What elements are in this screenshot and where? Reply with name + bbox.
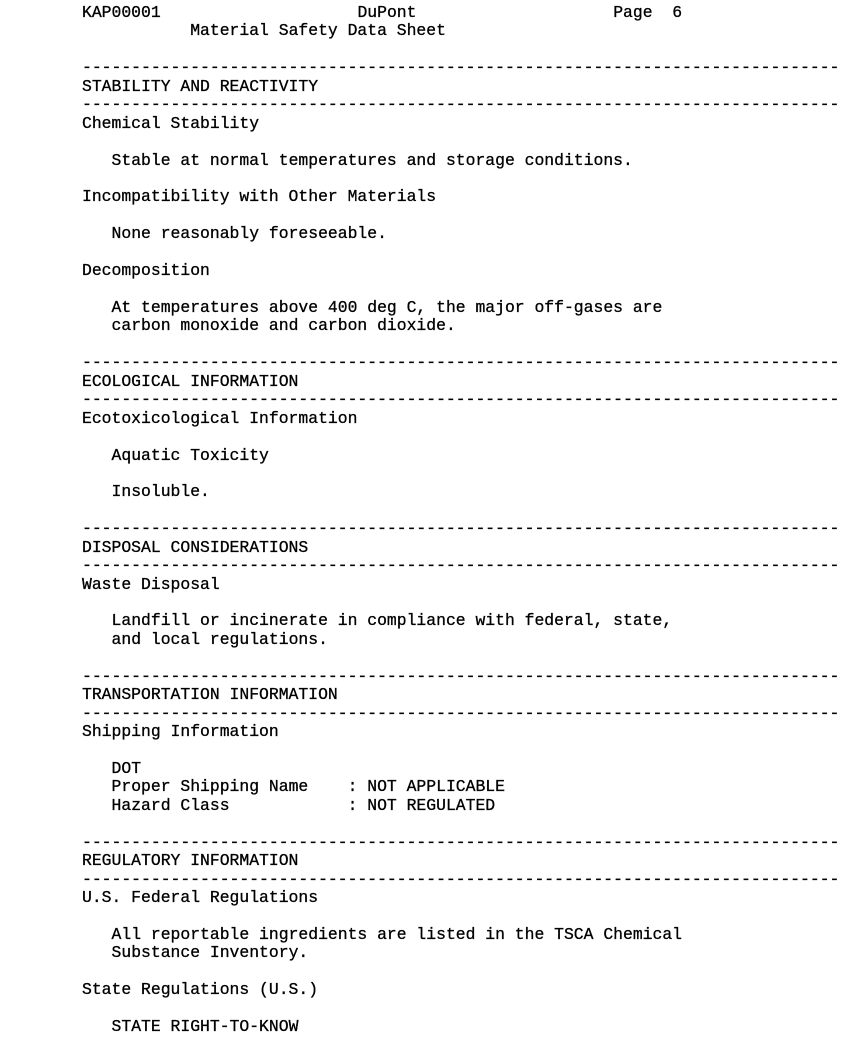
subheading-decomposition: Decomposition	[82, 261, 210, 281]
page-header-line	[82, 4, 839, 22]
body-text: Hazard Class : NOT REGULATED	[111, 795, 496, 815]
section-rule: -----------------------------------------------------------------------------	[82, 869, 840, 889]
msds-page	[82, 4, 839, 1037]
section-heading-stability: STABILITY AND REACTIVITY	[82, 76, 319, 96]
page-label: Page	[613, 3, 653, 22]
section-heading-disposal: DISPOSAL CONSIDERATIONS	[82, 537, 309, 557]
section-rule: -----------------------------------------------------------------------------	[82, 58, 840, 78]
section-rule: -----------------------------------------------------------------------------	[82, 519, 840, 539]
page-number: 6	[672, 3, 683, 22]
section-rule: -----------------------------------------------------------------------------	[82, 832, 840, 852]
subheading-chemical-stability: Chemical Stability	[82, 113, 260, 133]
body-text: Proper Shipping Name : NOT APPLICABLE	[111, 777, 505, 797]
page-title-line	[82, 22, 839, 40]
section-rule: -----------------------------------------------------------------------------	[82, 556, 840, 576]
body-text: STATE RIGHT-TO-KNOW	[111, 1017, 299, 1037]
subheading-ecotoxicological: Ecotoxicological Information	[82, 408, 358, 428]
subheading-waste-disposal: Waste Disposal	[82, 574, 220, 594]
subheading-us-federal: U.S. Federal Regulations	[82, 888, 319, 907]
subheading-state-regulations: State Regulations (U.S.)	[82, 980, 319, 1000]
company-name: DuPont	[357, 3, 417, 22]
section-rule: -----------------------------------------------------------------------------	[82, 666, 840, 686]
section-rule: -----------------------------------------------------------------------------	[82, 703, 840, 723]
section-rule: -----------------------------------------------------------------------------	[82, 353, 840, 373]
body-text: At temperatures above 400 deg C, the major off-gases are	[111, 298, 663, 317]
body-text: and local regulations.	[111, 629, 328, 649]
section-rule: -----------------------------------------------------------------------------	[82, 95, 840, 115]
body-text: carbon monoxide and carbon dioxide.	[111, 316, 456, 336]
subheading-incompatibility: Incompatibility with Other Materials	[82, 187, 437, 207]
section-heading-ecological: ECOLOGICAL INFORMATION	[82, 371, 299, 391]
body-text: Stable at normal temperatures and storage conditions.	[111, 150, 633, 170]
page-title: Material Safety Data Sheet	[190, 21, 446, 41]
section-heading-transportation: TRANSPORTATION INFORMATION	[82, 685, 338, 705]
body-text: Insoluble.	[111, 482, 210, 502]
body-text: DOT	[111, 758, 142, 778]
section-rule: -----------------------------------------------------------------------------	[82, 390, 840, 410]
section-heading-regulatory: REGULATORY INFORMATION	[82, 851, 299, 871]
body-text: Landfill or incinerate in compliance with federal, state,	[111, 611, 673, 631]
body-text: None reasonably foreseeable.	[111, 224, 387, 244]
doc-code: KAP00001	[82, 3, 161, 22]
subheading-shipping: Shipping Information	[82, 722, 279, 742]
body-text: Substance Inventory.	[111, 943, 309, 963]
body-text: Aquatic Toxicity	[111, 445, 269, 465]
body-text: All reportable ingredients are listed in the TSCA Chemical	[111, 924, 683, 944]
